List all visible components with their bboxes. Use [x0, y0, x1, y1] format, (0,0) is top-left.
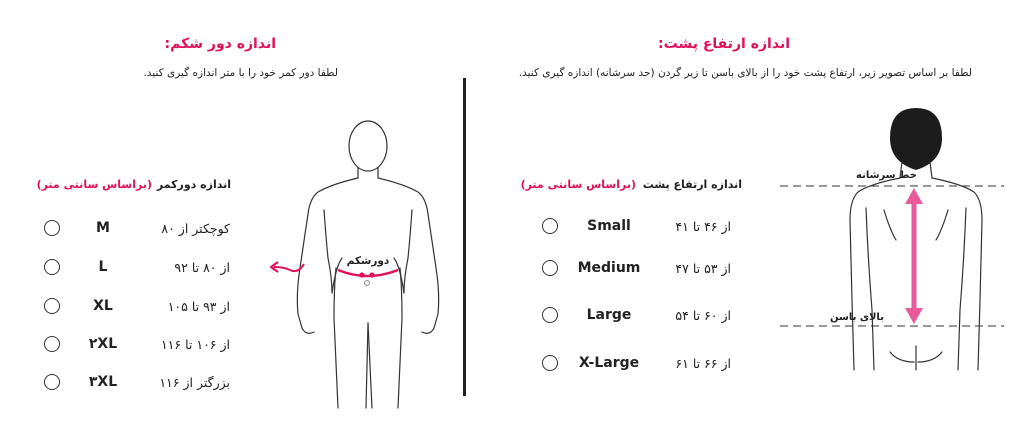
shoulder-line-label: خط سرشانه [856, 170, 917, 181]
waist-range-xl: از ۹۳ تا ۱۰۵ [167, 299, 230, 314]
back-radio-small[interactable] [542, 218, 558, 234]
waist-row-2xl[interactable] [40, 332, 240, 358]
waist-range-3xl: بزرگتر از ۱۱۶ [159, 375, 230, 390]
back-row-medium[interactable] [536, 256, 741, 282]
arrow-up-icon [905, 188, 923, 204]
back-col-unit: (براساس سانتی متر) [520, 178, 636, 191]
waist-row-3xl[interactable] [40, 370, 240, 396]
waist-size-l: L [98, 259, 108, 275]
back-range-medium: از ۵۳ تا ۴۷ [675, 261, 731, 276]
waist-marker-left [359, 272, 364, 277]
waist-row-l[interactable] [40, 255, 240, 281]
waist-marker-right [369, 272, 374, 277]
back-radio-large[interactable] [542, 307, 558, 323]
waist-range-m: کوچکتر از ۸۰ [161, 221, 230, 236]
waist-figure-label: دورشکم [346, 255, 390, 267]
waist-range-l: از ۸۰ تا ۹۲ [174, 260, 230, 275]
back-range-large: از ۶۰ تا ۵۴ [675, 308, 731, 323]
back-title: اندازه ارتفاع پشت: [658, 36, 790, 52]
waist-instruction: لطفا دور کمر خود را با متر اندازه گیری کنید. [143, 67, 338, 79]
back-range-xlarge: از ۶۶ تا ۶۱ [675, 356, 731, 371]
back-row-large[interactable] [536, 303, 741, 329]
waist-col-unit: (براساس سانتی متر) [36, 178, 152, 191]
waist-radio-2xl[interactable] [44, 336, 60, 352]
waist-size-xl: XL [93, 298, 113, 314]
back-size-xlarge: X-Large [578, 355, 640, 371]
waist-col-measure: اندازه دورکمر [156, 178, 231, 191]
waist-radio-xl[interactable] [44, 298, 60, 314]
waist-radio-l[interactable] [44, 259, 60, 275]
waist-range-2xl: از ۱۰۶ تا ۱۱۶ [160, 337, 230, 352]
waist-radio-m[interactable] [44, 220, 60, 236]
back-size-large: Large [586, 307, 632, 323]
back-instruction: لطفا بر اساس تصویر زیر، ارتفاع پشت خود را از بالای باسن تا زیر گردن (حد سرشانه) اندازه گیری کنید. [518, 67, 972, 79]
waist-row-m[interactable] [40, 216, 240, 242]
back-size-small: Small [587, 218, 631, 234]
back-col-measure: اندازه ارتفاع پشت [642, 178, 742, 191]
panel-divider [463, 78, 466, 396]
wrap-arrow-icon [268, 258, 308, 278]
waist-size-2xl: ۲XL [88, 336, 118, 352]
back-radio-medium[interactable] [542, 260, 558, 276]
arrow-down-icon [905, 308, 923, 324]
waist-radio-3xl[interactable] [44, 374, 60, 390]
back-row-xlarge[interactable] [536, 351, 741, 377]
waist-title: اندازه دور شکم: [164, 36, 276, 52]
hip-line-label: بالای باسن [830, 312, 884, 323]
waist-size-3xl: ۳XL [88, 374, 118, 390]
waist-size-m: M [96, 220, 110, 236]
back-radio-xlarge[interactable] [542, 355, 558, 371]
back-size-medium: Medium [577, 260, 641, 276]
back-range-small: از ۴۶ تا ۴۱ [675, 219, 731, 234]
back-row-small[interactable] [536, 214, 741, 240]
back-body-illustration [778, 100, 1008, 382]
waist-row-xl[interactable] [40, 294, 240, 320]
